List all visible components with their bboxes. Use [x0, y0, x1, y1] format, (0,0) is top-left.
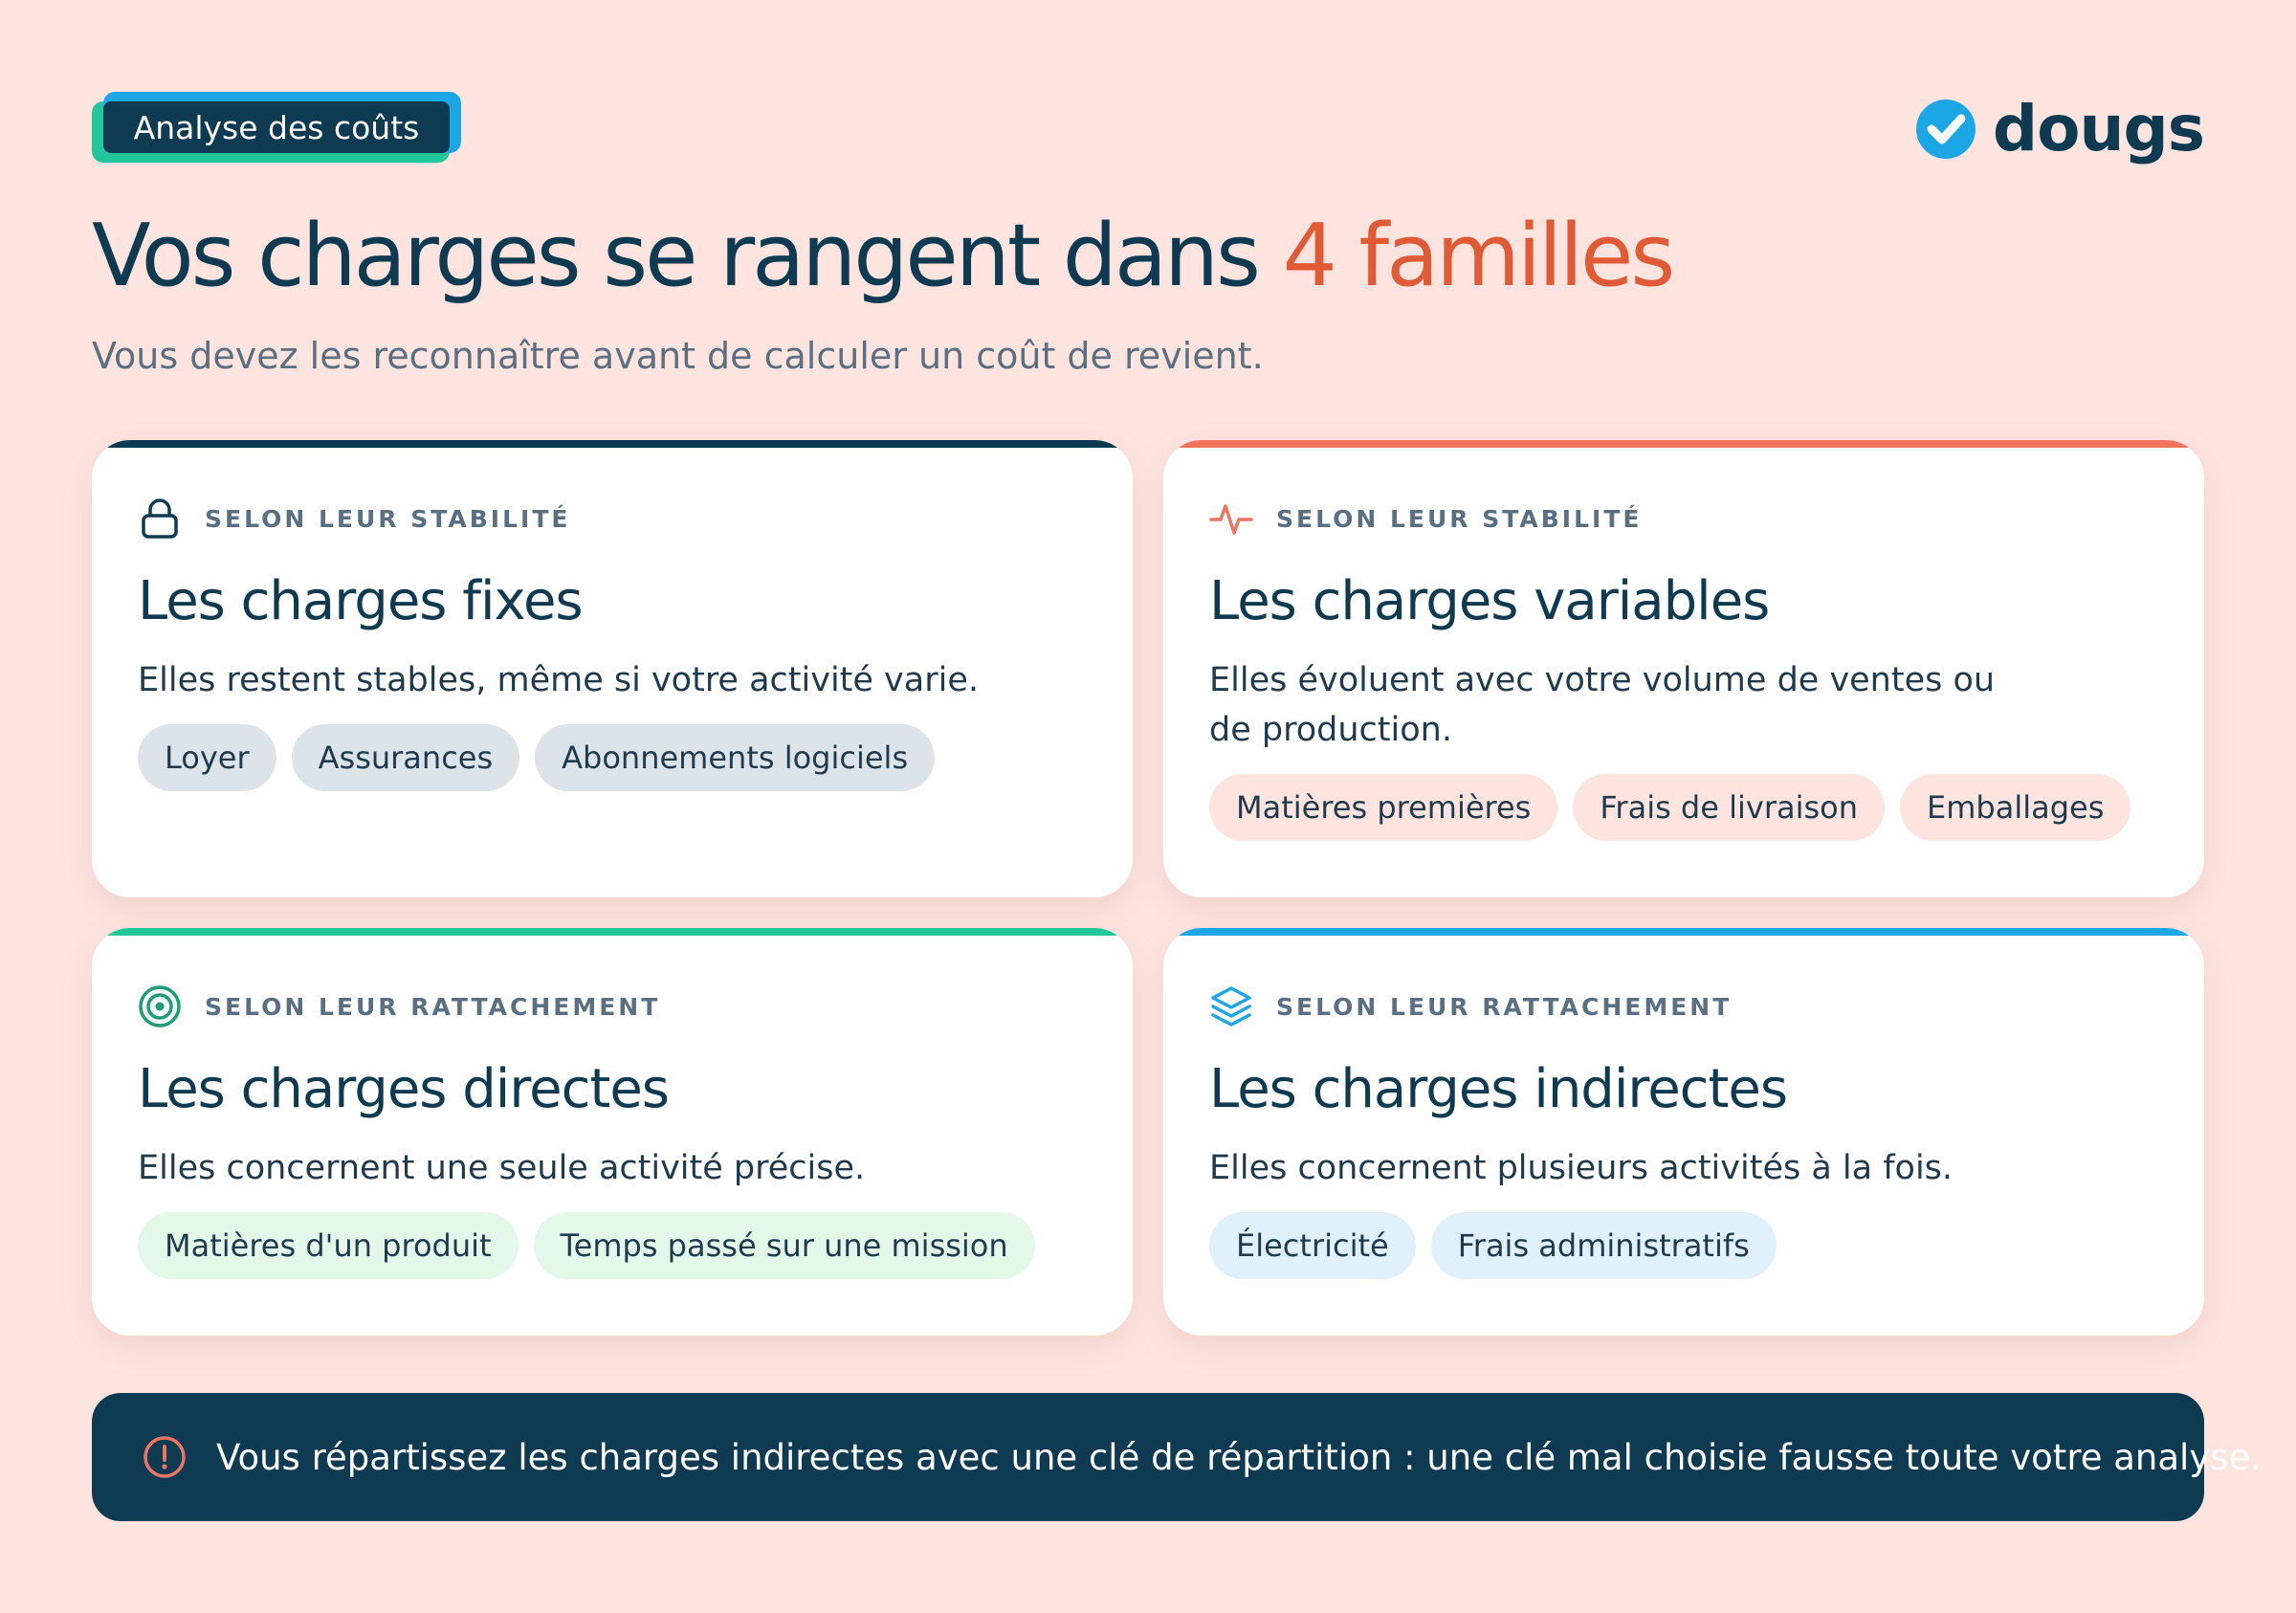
- card-description: [1209, 655, 2158, 755]
- tag: Assurances: [292, 724, 520, 791]
- activity-icon: [1209, 497, 1253, 541]
- tag: Loyer: [138, 724, 276, 791]
- card-charges-fixes: [92, 440, 1133, 897]
- tag: Matières premières: [1209, 774, 1557, 841]
- tag: Emballages: [1900, 774, 2130, 841]
- tag: Électricité: [1209, 1212, 1416, 1279]
- tag: Temps passé sur une mission: [534, 1212, 1035, 1279]
- description-line: Elles évoluent avec votre volume de ventes ou: [1209, 661, 1996, 699]
- tag: Frais administratifs: [1431, 1212, 1777, 1279]
- title-main: Vos charges se rangent dans: [92, 206, 1283, 306]
- card-title: Les charges directes: [138, 1058, 669, 1120]
- page-title: [92, 206, 1672, 306]
- card-title: Les charges variables: [1209, 570, 1770, 632]
- card-description: Elles restent stables, même si votre activité varie.: [138, 661, 979, 699]
- card-eyebrow: SELON LEUR RATTACHEMENT: [205, 992, 661, 1021]
- tag-list: [138, 1212, 1087, 1279]
- description-line: de production.: [1209, 711, 1452, 749]
- layers-icon: [1209, 984, 1253, 1028]
- tag-list: [1209, 1212, 2158, 1279]
- tag: Matières d'un produit: [138, 1212, 519, 1279]
- lock-icon: [138, 497, 182, 541]
- tag-list: [138, 724, 1087, 791]
- footer-text: Vous répartissez les charges indirectes avec une clé de répartition : une clé mal choisie fausse toute votre analyse.: [216, 1436, 2263, 1478]
- card-charges-indirectes: [1163, 928, 2204, 1336]
- card-description: Elles concernent une seule activité précise.: [138, 1149, 866, 1187]
- alert-circle-icon: [142, 1434, 188, 1480]
- tag: Frais de livraison: [1573, 774, 1885, 841]
- tag: Abonnements logiciels: [535, 724, 935, 791]
- page-subtitle: Vous devez les reconnaître avant de calculer un coût de revient.: [92, 335, 1264, 377]
- tag-list: [1209, 774, 2158, 841]
- footer-banner: [92, 1393, 2263, 1521]
- card-title: Les charges indirectes: [1209, 1058, 1788, 1120]
- section-badge: [92, 92, 461, 163]
- dougs-logo: [1914, 92, 2204, 166]
- card-description: Elles concernent plusieurs activités à la fois.: [1209, 1149, 1954, 1187]
- badge-label: Analyse des coûts: [103, 101, 450, 153]
- card-charges-variables: [1163, 440, 2204, 897]
- card-charges-directes: [92, 928, 1133, 1336]
- title-accent: 4 familles: [1282, 206, 1673, 306]
- target-icon: [138, 984, 182, 1028]
- check-circle-icon: [1914, 98, 1977, 161]
- card-eyebrow: SELON LEUR RATTACHEMENT: [1276, 992, 1733, 1021]
- card-eyebrow: SELON LEUR STABILITÉ: [1276, 504, 1643, 533]
- card-title: Les charges fixes: [138, 570, 583, 632]
- card-eyebrow: SELON LEUR STABILITÉ: [205, 504, 571, 533]
- logo-text: dougs: [1992, 92, 2204, 166]
